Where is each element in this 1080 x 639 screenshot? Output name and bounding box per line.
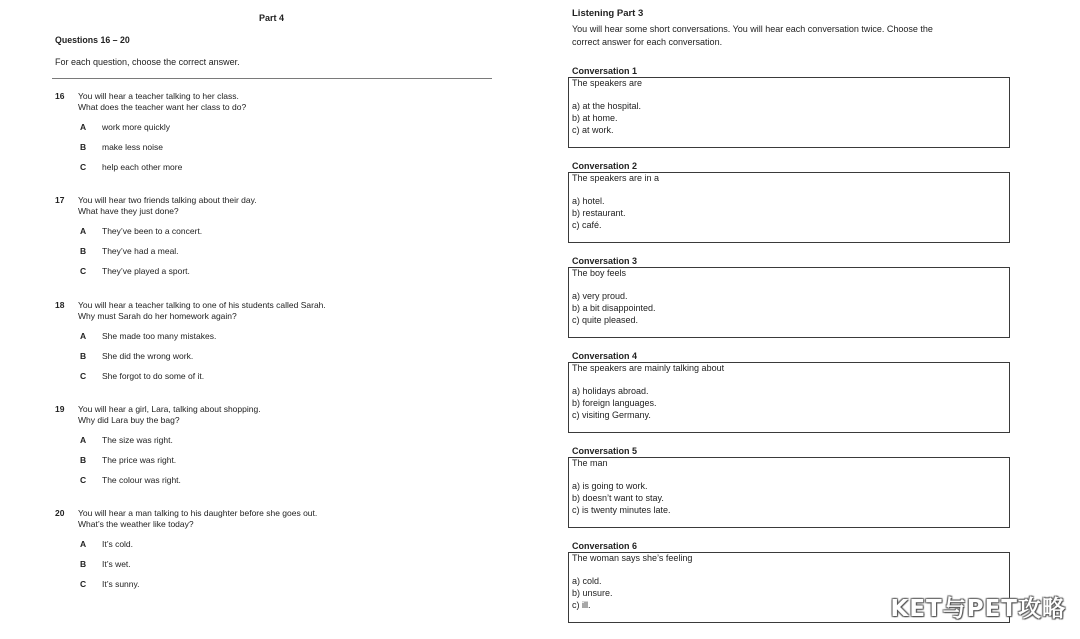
conversation-prompt: The speakers are	[572, 78, 643, 88]
questions-heading: Questions 16 – 20	[55, 34, 130, 45]
option-a: a) cold.	[572, 576, 602, 586]
option-text: make less noise	[102, 141, 163, 152]
option-text: The colour was right.	[102, 474, 181, 485]
conversation-prompt: The speakers are in a	[572, 173, 660, 183]
option-letter: A	[80, 330, 87, 341]
option-c	[80, 261, 495, 281]
option-letter: B	[80, 141, 87, 152]
divider-line	[52, 78, 492, 79]
conversation-box	[568, 172, 1010, 243]
option-text: She did the wrong work.	[102, 350, 194, 361]
question-text	[78, 404, 495, 426]
conversation-4	[568, 350, 1010, 433]
option-c	[80, 470, 495, 490]
conversation-box	[568, 457, 1010, 528]
question-19	[55, 404, 495, 490]
option-letter: C	[80, 370, 87, 381]
option-b	[80, 346, 495, 366]
question-number: 18	[55, 299, 65, 310]
option-letter: C	[80, 578, 87, 589]
question-line: What have they just done?	[78, 205, 179, 216]
option-letter: B	[80, 454, 87, 465]
conversation-prompt: The woman says she’s feeling	[572, 553, 693, 563]
option-text: They’ve played a sport.	[102, 265, 190, 276]
question-line: You will hear a teacher talking to one of his students called Sarah.	[78, 299, 326, 310]
question-number: 17	[55, 194, 65, 205]
option-c: c) at work.	[572, 125, 614, 135]
option-a	[80, 534, 495, 554]
option-text: They’ve been to a concert.	[102, 225, 203, 236]
question-number: 20	[55, 507, 65, 518]
option-c	[80, 157, 495, 177]
option-letter: B	[80, 558, 87, 569]
option-text: It’s sunny.	[102, 578, 140, 589]
conversation-box	[568, 77, 1010, 148]
option-b: b) a bit disappointed.	[572, 303, 656, 313]
question-line: What’s the weather like today?	[78, 518, 194, 529]
conversation-label: Conversation 2	[572, 161, 638, 171]
conversation-label: Conversation 6	[572, 541, 638, 551]
question-line: You will hear a man talking to his daughter before she goes out.	[78, 507, 318, 518]
conversation-2	[568, 160, 1010, 243]
question-line: You will hear two friends talking about their day.	[78, 194, 257, 205]
instruction-line: You will hear some short conversations. You will hear each conversation twice. Choose the	[572, 23, 933, 34]
question-line: What does the teacher want her class to do?	[78, 101, 247, 112]
question-text	[78, 91, 495, 113]
option-a	[80, 430, 495, 450]
option-letter: B	[80, 350, 87, 361]
option-a: a) hotel.	[572, 196, 605, 206]
option-letter: B	[80, 245, 87, 256]
option-a	[80, 326, 495, 346]
option-c: c) ill.	[572, 600, 591, 610]
conversation-3	[568, 255, 1010, 338]
option-b	[80, 554, 495, 574]
instruction-line: correct answer for each conversation.	[572, 36, 723, 47]
option-a	[80, 221, 495, 241]
option-a: a) at the hospital.	[572, 101, 642, 111]
options-list	[572, 100, 1009, 136]
option-text: help each other more	[102, 161, 183, 172]
option-c	[80, 366, 495, 386]
option-b	[80, 450, 495, 470]
question-line: You will hear a girl, Lara, talking about shopping.	[78, 403, 261, 414]
option-a: a) is going to work.	[572, 481, 648, 491]
question-text	[78, 508, 495, 530]
question-number: 19	[55, 403, 65, 414]
option-b: b) restaurant.	[572, 208, 626, 218]
watermark: KET与PET攻略	[890, 596, 1066, 622]
question-number: 16	[55, 90, 65, 101]
conversation-box	[568, 267, 1010, 338]
option-letter: C	[80, 161, 87, 172]
question-text	[78, 195, 495, 217]
question-line: You will hear a teacher talking to her class.	[78, 90, 239, 101]
conversation-prompt: The man	[572, 458, 608, 468]
option-letter: A	[80, 121, 87, 132]
conversation-1	[568, 65, 1010, 148]
option-b: b) foreign languages.	[572, 398, 657, 408]
option-text: work more quickly	[102, 121, 171, 132]
option-letter: A	[80, 538, 87, 549]
question-line: Why must Sarah do her homework again?	[78, 310, 237, 321]
conversation-prompt: The boy feels	[572, 268, 627, 278]
question-line: Why did Lara buy the bag?	[78, 414, 180, 425]
option-text: The price was right.	[102, 454, 177, 465]
options-list	[80, 534, 495, 594]
options-list	[80, 117, 495, 177]
listening-instructions	[572, 23, 933, 49]
option-text: It’s cold.	[102, 538, 134, 549]
conversation-label: Conversation 3	[572, 256, 638, 266]
option-a: a) holidays abroad.	[572, 386, 649, 396]
option-b: b) doesn’t want to stay.	[572, 493, 664, 503]
conversation-label: Conversation 5	[572, 446, 638, 456]
conversation-label: Conversation 1	[572, 66, 638, 76]
option-a	[80, 117, 495, 137]
conversation-box	[568, 362, 1010, 433]
option-text: She made too many mistakes.	[102, 330, 217, 341]
option-letter: A	[80, 225, 87, 236]
conversation-5	[568, 445, 1010, 528]
option-b	[80, 241, 495, 261]
option-letter: C	[80, 474, 87, 485]
option-c: c) is twenty minutes late.	[572, 505, 671, 515]
option-letter: A	[80, 434, 87, 445]
options-list	[572, 480, 1009, 516]
instruction: For each question, choose the correct answer.	[55, 56, 240, 67]
options-list	[572, 385, 1009, 421]
question-text	[78, 300, 495, 322]
question-16	[55, 91, 495, 177]
option-text: She forgot to do some of it.	[102, 370, 205, 381]
option-c: c) visiting Germany.	[572, 410, 651, 420]
option-b: b) at home.	[572, 113, 618, 123]
part-title: Part 4	[259, 13, 285, 23]
option-text: They’ve had a meal.	[102, 245, 179, 256]
conversation-label: Conversation 4	[572, 351, 638, 361]
option-b: b) unsure.	[572, 588, 613, 598]
option-b	[80, 137, 495, 157]
question-20	[55, 508, 495, 594]
options-list	[80, 430, 495, 490]
option-text: The size was right.	[102, 434, 173, 445]
options-list	[80, 221, 495, 281]
option-c: c) quite pleased.	[572, 315, 639, 325]
option-text: It’s wet.	[102, 558, 131, 569]
question-17	[55, 195, 495, 281]
options-list	[572, 195, 1009, 231]
option-c	[80, 574, 495, 594]
conversation-prompt: The speakers are mainly talking about	[572, 363, 725, 373]
option-letter: C	[80, 265, 87, 276]
options-list	[572, 290, 1009, 326]
option-a: a) very proud.	[572, 291, 628, 301]
question-18	[55, 300, 495, 386]
options-list	[80, 326, 495, 386]
option-c: c) café.	[572, 220, 602, 230]
listening-part-title: Listening Part 3	[572, 8, 644, 19]
